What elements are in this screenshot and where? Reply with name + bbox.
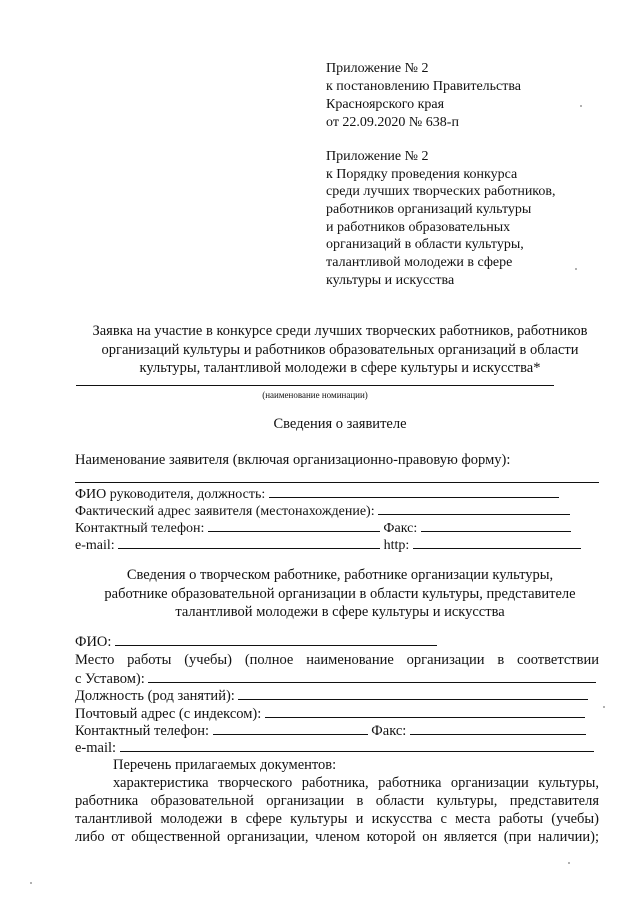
appendix2-line-6: организаций в области культуры, (326, 237, 524, 252)
appendix1-line-1: Приложение № 2 (326, 61, 429, 76)
worker-fax-label: Факс: (371, 723, 407, 739)
position-row (75, 686, 588, 705)
worker-fax-field[interactable] (410, 721, 586, 735)
documents-heading: Перечень прилагаемых документов: (113, 757, 337, 773)
applicant-http-label: http: (383, 538, 410, 553)
nomination-blank-line[interactable] (76, 385, 554, 386)
worker-heading-line-1: Сведения о творческом работнике, работнике организации культуры, (126, 567, 554, 583)
fio-row (75, 632, 437, 651)
scan-speck (568, 862, 570, 864)
applicant-http-field[interactable] (413, 535, 581, 549)
appendix1-line-2: к постановлению Правительства (326, 79, 522, 94)
position-label: Должность (род занятий): (75, 688, 235, 704)
nomination-caption: (наименование номинации) (262, 390, 368, 400)
head-label: ФИО руководителя, должность: (75, 487, 266, 502)
position-field[interactable] (238, 686, 588, 700)
documents-item-line-1: характеристика творческого работника, работника организации культуры, (113, 775, 599, 791)
applicant-phone-field[interactable] (208, 518, 380, 532)
worker-phone-label: Контактный телефон: (75, 723, 210, 739)
applicant-email-field[interactable] (118, 535, 380, 549)
worker-heading-line-3: талантливой молодежи в сфере культуры и искусства (175, 604, 505, 620)
appendix2-line-4: работников организаций культуры (326, 202, 532, 217)
title-line-2: организаций культуры и работников образовательных организаций в области (101, 342, 579, 358)
title-line-1: Заявка на участие в конкурсе среди лучших творческих работников, работников (92, 323, 588, 339)
worker-email-row (75, 738, 594, 757)
scan-speck (603, 706, 605, 708)
appendix1-line-3: Красноярского края (326, 97, 445, 112)
title-line-3: культуры, талантливой молодежи в сфере культуры и искусства* (139, 360, 541, 376)
worker-email-label: e-mail: (75, 740, 117, 756)
appendix2-line-8: культуры и искусства (326, 273, 455, 288)
scan-speck (580, 105, 582, 107)
applicant-name-label: Наименование заявителя (включая организационно-правовую форму): (75, 452, 511, 468)
fio-label: ФИО: (75, 634, 112, 650)
applicant-name-field[interactable] (75, 482, 599, 483)
head-field[interactable] (269, 484, 559, 498)
documents-item-line-4: либо от общественной организации, членом которой он является (при наличии); (75, 829, 599, 845)
documents-item-line-3: талантливой молодежи в сфере культуры и искусства с места работы (учебы) (75, 811, 599, 827)
address-label: Фактический адрес заявителя (местонахождение): (75, 504, 375, 519)
address-field[interactable] (378, 501, 570, 515)
worker-heading-line-2: работнике образовательной организации в области культуры, представителе (104, 586, 576, 602)
worker-email-field[interactable] (120, 738, 594, 752)
workplace-label-line-1: Место работы (учебы) (полное наименование организации в соответствии (75, 652, 599, 668)
appendix2-line-7: талантливой молодежи в сфере (326, 255, 513, 270)
applicant-section-heading: Сведения о заявителе (273, 416, 407, 432)
applicant-fax-field[interactable] (421, 518, 571, 532)
appendix1-line-4: от 22.09.2020 № 638-п (326, 115, 459, 130)
applicant-fax-label: Факс: (383, 521, 418, 536)
appendix2-line-2: к Порядку проведения конкурса (326, 167, 518, 182)
documents-item-line-2: работника образовательной организации в области культуры, представителя (75, 793, 599, 809)
appendix2-line-5: и работников образовательных (326, 220, 511, 235)
scan-speck (30, 882, 32, 884)
workplace-label-line-2: с Уставом): (75, 671, 145, 687)
applicant-email-row (75, 535, 581, 555)
fio-field[interactable] (115, 632, 437, 646)
postal-field[interactable] (265, 704, 585, 718)
workplace-field[interactable] (148, 669, 596, 683)
appendix2-line-3: среди лучших творческих работников, (326, 184, 556, 199)
applicant-email-label: e-mail: (75, 538, 115, 553)
worker-phone-field[interactable] (213, 721, 368, 735)
postal-label: Почтовый адрес (с индексом): (75, 706, 262, 722)
appendix2-line-1: Приложение № 2 (326, 149, 429, 164)
applicant-phone-label: Контактный телефон: (75, 521, 205, 536)
scan-speck (575, 268, 577, 270)
